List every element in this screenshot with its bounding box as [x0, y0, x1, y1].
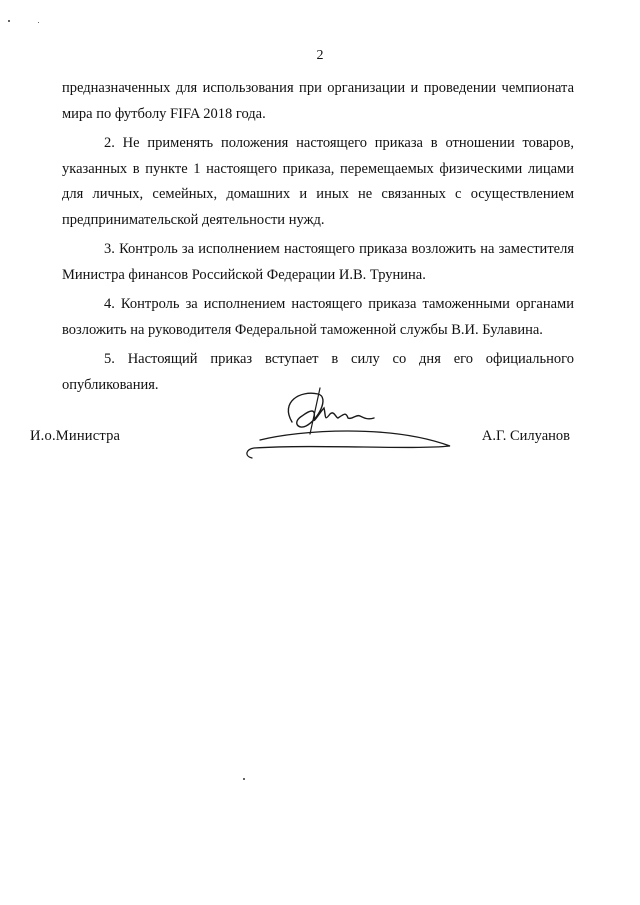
paragraph-2: 2. Не применять положения настоящего приказа в отношении товаров, указанных в пункте 1 настоящего приказа, перемещаемых физическими лицами для личных, семейных, домашних и иных не связанных с осуществлением предпринимательской деятельности нужд. [62, 135, 574, 228]
signatory-name: А.Г. Силуанов [481, 428, 570, 444]
page-number: 2 [316, 48, 324, 63]
paragraph-continuation: предназначенных для использования при организации и проведении чемпионата мира по футболу FIFA 2018 года. [62, 80, 574, 122]
signature-block [30, 428, 570, 458]
scan-speck [243, 778, 245, 780]
document-body [62, 76, 574, 402]
scan-speck [8, 20, 10, 22]
paragraph-3: 3. Контроль за исполнением настоящего приказа возложить на заместителя Министра финансов Российской Федерации И.В. Трунина. [62, 241, 574, 283]
scan-speck [38, 22, 39, 23]
signatory-title: И.о.Министра [30, 428, 121, 444]
paragraph-4: 4. Контроль за исполнением настоящего приказа таможенными органами возложить на руководителя Федеральной таможенной службы В.И. Булавина. [62, 296, 574, 338]
paragraph-5: 5. Настоящий приказ вступает в силу со дня его официального опубликования. [62, 351, 574, 393]
